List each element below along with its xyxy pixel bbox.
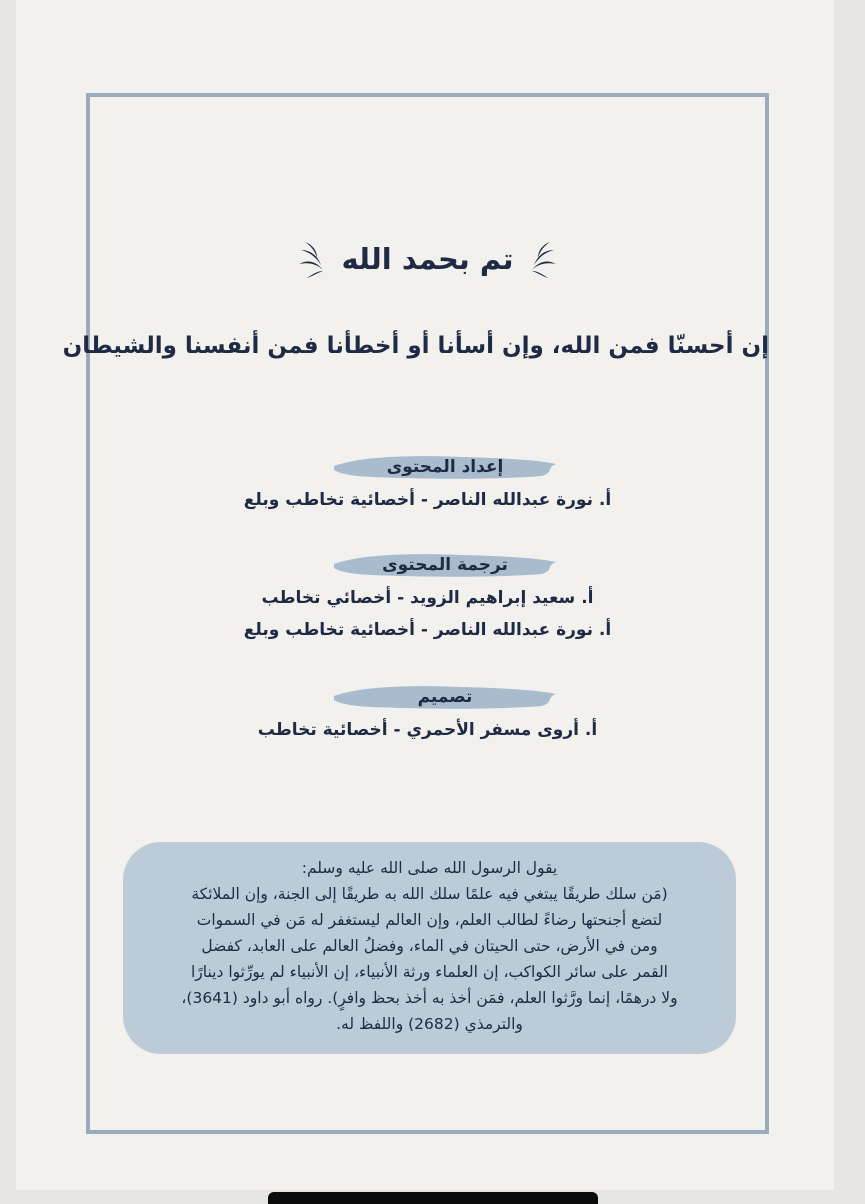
hadith-line: (مَن سلك طريقًا يبتغي فيه علمًا سلك الله به طريقًا إلى الجنة، وإن الملائكة bbox=[191, 885, 668, 903]
credit-line: أ. نورة عبدالله الناصر - أخصائية تخاطب وبلع bbox=[243, 490, 612, 510]
hadith-line: القمر على سائر الكواكب، إن العلماء ورثة الأنبياء، إن الأنبياء لم يورِّثوا دينارًا bbox=[190, 963, 668, 981]
section-label-design bbox=[332, 682, 558, 712]
sprig-icon bbox=[293, 240, 327, 278]
title-row bbox=[86, 240, 769, 278]
hadith-box bbox=[123, 842, 736, 1054]
hadith-line: ولا درهمًا، إنما ورَّثوا العلم، فمَن أخذ به أخذ بحظ وافرٍ). رواه أبو داود (3641)، bbox=[181, 989, 678, 1007]
sprig-icon bbox=[528, 240, 562, 278]
credit-line: أ. أروى مسفر الأحمري - أخصائية تخاطب bbox=[257, 720, 598, 740]
hadith-line: يقول الرسول الله صلى الله عليه وسلم: bbox=[301, 859, 558, 877]
bottom-bar bbox=[268, 1192, 598, 1204]
section-label-translation bbox=[332, 550, 558, 580]
hadith-line: لتضع أجنحتها رضاءً لطالب العلم، وإن العالم ليستغفر له مَن في السموات bbox=[196, 911, 663, 929]
page-subtitle: إن أحسنّا فمن الله، وإن أسأنا أو أخطأنا فمن أنفسنا والشيطان bbox=[62, 333, 769, 359]
section-label-text: إعداد المحتوى bbox=[386, 457, 504, 477]
credit-line: أ. نورة عبدالله الناصر - أخصائية تخاطب وبلع bbox=[243, 620, 612, 640]
hadith-line: ومن في الأرض، حتى الحيتان في الماء، وفضلُ العالم على العابد، كفضل bbox=[201, 937, 658, 955]
section-label-text: تصميم bbox=[417, 687, 473, 707]
page-title: تم بحمد الله bbox=[341, 242, 514, 276]
credit-line: أ. سعيد إبراهيم الزويد - أخصائي تخاطب bbox=[261, 588, 594, 608]
section-label-text: ترجمة المحتوى bbox=[382, 555, 508, 575]
section-label-content bbox=[332, 452, 558, 482]
hadith-line: والترمذي (2682) واللفظ له. bbox=[336, 1015, 523, 1033]
